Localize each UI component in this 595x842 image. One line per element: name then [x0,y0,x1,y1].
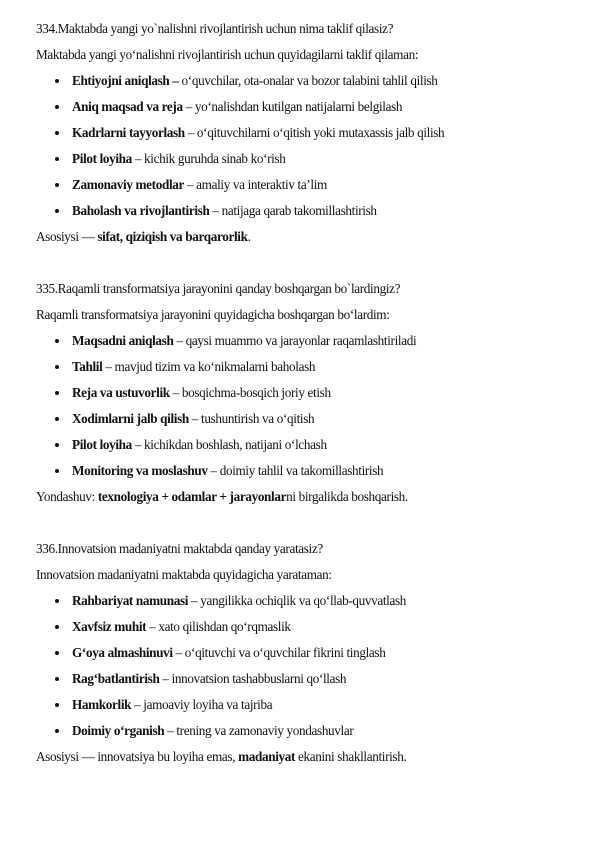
bullet-icon [55,443,59,447]
conclusion-336 [36,748,406,766]
item-term: Zamonaviy metodlar [72,177,185,192]
item-desc: – amaliy va interaktiv ta’lim [184,177,327,192]
conclusion-bold: sifat, qiziqish va barqarorlik [94,229,248,244]
item-desc: – trening va zamonaviy yondashuvlar [164,723,354,738]
item-term: Rahbariyat namunasi [72,593,189,608]
item-term: Xavfsiz muhit [72,619,147,634]
item-term: Pilot loyiha [72,151,132,166]
item-term: Pilot loyiha [72,437,132,452]
conclusion-prefix: Asosiysi — innovatsiya bu loyiha emas, [36,749,239,764]
intro-335: Raqamli transformatsiya jarayonini quyidagicha boshqargan bo‘lardim: [36,307,390,322]
item-term: Ehtiyojni aniqlash – [72,73,179,88]
question-334: 334.Maktabda yangi yo`nalishni rivojlantirish uchun nima taklif qilasiz? [36,21,394,36]
item-desc: – jamoaviy loyiha va tajriba [131,697,273,712]
conclusion-suffix: ekanini shakllantirish. [295,749,407,764]
question-336: 336.Innovatsion madaniyatni maktabda qanday yaratasiz? [36,541,323,556]
bullet-icon [55,365,59,369]
item-desc: – qaysi muammo va jarayonlar raqamlashtiriladi [173,333,417,348]
bullet-icon [55,651,59,655]
bullet-icon [55,157,59,161]
conclusion-suffix: . [247,229,251,244]
item-desc: – mavjud tizim va ko‘nikmalarni baholash [102,359,316,374]
bullet-icon [55,105,59,109]
conclusion-335 [36,488,408,506]
item-desc: – yangilikka ochiqlik va qo‘llab-quvvatlash [188,593,407,608]
item-term: Rag‘batlantirish [72,671,160,686]
item-term: Monitoring va moslashuv [72,463,208,478]
item-desc: – kichik guruhda sinab ko‘rish [131,151,286,166]
bullet-icon [55,703,59,707]
item-term: Hamkorlik [72,697,132,712]
item-desc: – tushuntirish va o‘qitish [188,411,315,426]
bullet-icon [55,729,59,733]
bullet-icon [55,209,59,213]
item-term: Aniq maqsad va reja [72,99,183,114]
item-term: Reja va ustuvorlik [72,385,170,400]
item-desc: – doimiy tahlil va takomillashtirish [207,463,384,478]
bullet-icon [55,183,59,187]
item-term: Xodimlarni jalb qilish [72,411,189,426]
item-term: Doimiy o‘rganish [72,723,165,738]
item-desc: – natijaga qarab takomillashtirish [209,203,377,218]
bullet-icon [55,677,59,681]
item-term: Maqsadni aniqlash [72,333,174,348]
bullet-icon [55,599,59,603]
conclusion-334 [36,228,251,246]
intro-334: Maktabda yangi yo‘nalishni rivojlantirish uchun quyidagilarni taklif qilaman: [36,47,419,62]
bullet-icon [55,625,59,629]
bullet-icon [55,391,59,395]
intro-336: Innovatsion madaniyatni maktabda quyidagicha yarataman: [36,567,332,582]
bullet-icon [55,469,59,473]
item-desc: – yo‘nalishdan kutilgan natijalarni belgilash [182,99,403,114]
item-desc: – kichikdan boshlash, natijani o‘lchash [131,437,327,452]
item-desc: – bosqichma-bosqich joriy etish [169,385,331,400]
bullet-icon [55,131,59,135]
item-term: Baholash va rivojlantirish [72,203,210,218]
item-desc: – innovatsion tashabbuslarni qo‘llash [159,671,347,686]
conclusion-suffix: ni birgalikda boshqarish. [286,489,408,504]
item-desc: – xato qilishdan qo‘rqmaslik [146,619,291,634]
question-335: 335.Raqamli transformatsiya jarayonini qanday boshqargan bo`lardingiz? [36,281,401,296]
item-term: G‘oya almashinuvi [72,645,173,660]
conclusion-bold: madaniyat [238,749,296,764]
item-desc: o‘quvchilar, ota-onalar va bozor talabini tahlil qilish [178,73,438,88]
item-desc: – o‘qituvchilarni o‘qitish yoki mutaxassis jalb qilish [184,125,445,140]
conclusion-prefix: Asosiysi — [36,229,95,244]
item-desc: – o‘qituvchi va o‘quvchilar fikrini tinglash [172,645,386,660]
bullet-icon [55,417,59,421]
bullet-icon [55,79,59,83]
conclusion-prefix: Yondashuv: [36,489,98,504]
bullet-icon [55,339,59,343]
conclusion-bold: texnologiya + odamlar + jarayonlar [97,489,287,504]
item-term: Tahlil [72,359,103,374]
item-term: Kadrlarni tayyorlash [72,125,185,140]
